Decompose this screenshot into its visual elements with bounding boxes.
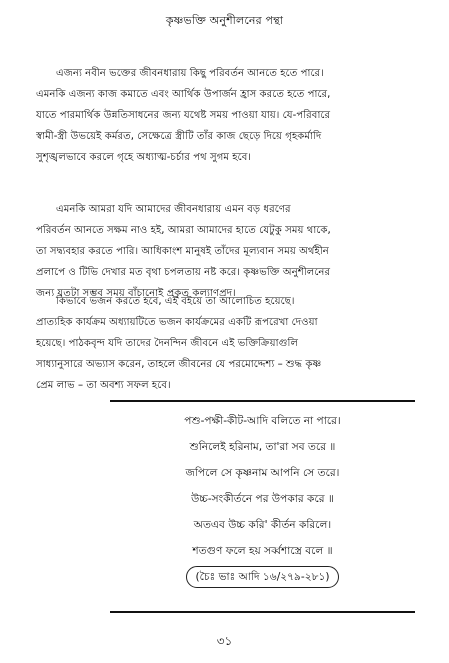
verse-line: শুনিলেই হরিনাম, তা'রা সব তরে ॥	[189, 441, 336, 453]
verse-bottom-rule	[110, 611, 415, 613]
paragraph-line: পরিবর্তন আনতে সক্ষম নাও হই, আমরা আমাদের হাতে যেটুকু সময় থাকে,	[36, 225, 331, 236]
verse-line: শতগুণ ফলে হয় সর্ব্বশাস্ত্রে বলে ॥	[192, 545, 333, 557]
paragraph-line: স্বামী-স্ত্রী উভয়েই কর্মরত, সেক্ষেত্রে স্ত্রীটি তাঁর কাজ ছেড়ে দিয়ে গৃহকর্মাদি	[36, 131, 322, 142]
verse-line: উচ্চ-সংকীর্তনে পর উপকার করে ॥	[191, 493, 334, 505]
paragraph	[36, 199, 432, 304]
page-number: ৩১	[216, 634, 233, 648]
paragraph-line: এমনকি আমরা যদি আমাদের জীবনধারায় এমন বড় ধরণের	[56, 204, 291, 215]
paragraph-line: সুশৃঙ্খলভাবে করলে গৃহে অধ্যাত্ম-চর্চার পথ সুগম হবে।	[36, 152, 252, 163]
paragraph-line: জন্য যতটা সম্ভব সময় বাঁচানোই প্রকৃত কল্যাণপ্রদ।	[36, 288, 236, 299]
paragraph-line: সাধ্যানুসারে অভ্যাস করেন, তাহলে জীবনের যে পরমোদ্দেশ্য – শুদ্ধ কৃষ্ণ	[36, 359, 322, 370]
paragraph-line: এজন্য নবীন ভক্তের জীবনধারায় কিছু পরিবর্তন আনতে হতে পারে।	[56, 68, 324, 79]
paragraph	[36, 291, 432, 396]
verse-top-rule	[110, 400, 415, 402]
paragraph-line: তা সদ্ব্যবহার করতে পারি। আধিকাংশ মানুষই তাঁদের মূল্যবান সময় অর্থহীন	[36, 246, 329, 257]
paragraph-line: হয়েছে। পাঠকবৃন্দ যদি তাদের দৈনন্দিন জীবনে এই ভক্তিক্রিয়াগুলি	[36, 338, 299, 349]
paragraph-line: প্রাত্যহিক কার্যক্রম অধ্যায়টিতে ভজন কার্যক্রমের একটি রূপরেখা দেওয়া	[36, 317, 318, 328]
paragraph-line: প্রলাপে ও টিভি দেখার মত বৃথা চপলতায় নষ্ট করে। কৃষ্ণভক্তি অনুশীলনের	[36, 267, 331, 278]
paragraph	[36, 63, 432, 168]
page-title: কৃষ্ণভক্তি অনুশীলনের পন্থা	[165, 14, 284, 27]
paragraph-line: প্রেম লাভ – তা অবশ্য সফল হবে।	[36, 380, 171, 391]
verse-line: অতএব উচ্চ করি' কীর্তন করিলে।	[193, 519, 332, 531]
paragraph-line: যাতে পারমার্থিক উন্নতিসাধনের জন্য যথেষ্ট সময় পাওয়া যায়। যে-পরিবারে	[36, 110, 331, 121]
verse-line: পশু-পক্ষী-কীট-আদি বলিতে না পারে।	[184, 415, 341, 427]
paragraph-line: কিভাবে ভজন করতে হবে, এই বইয়ে তা আলোচিত হয়েছে।	[56, 296, 295, 307]
verse-line: জপিলে সে কৃষ্ণনাম আপনি সে তরে।	[185, 467, 340, 479]
paragraph-line: এমনকি এজন্য কাজ কমাতে এবং আর্থিক উপার্জন হ্রাস করতে হতে পারে,	[36, 89, 331, 100]
verse-citation: (চৈঃ ভাঃ আদি ১৬/২৭৯-২৮১)	[186, 566, 338, 588]
verse-block	[110, 408, 415, 590]
